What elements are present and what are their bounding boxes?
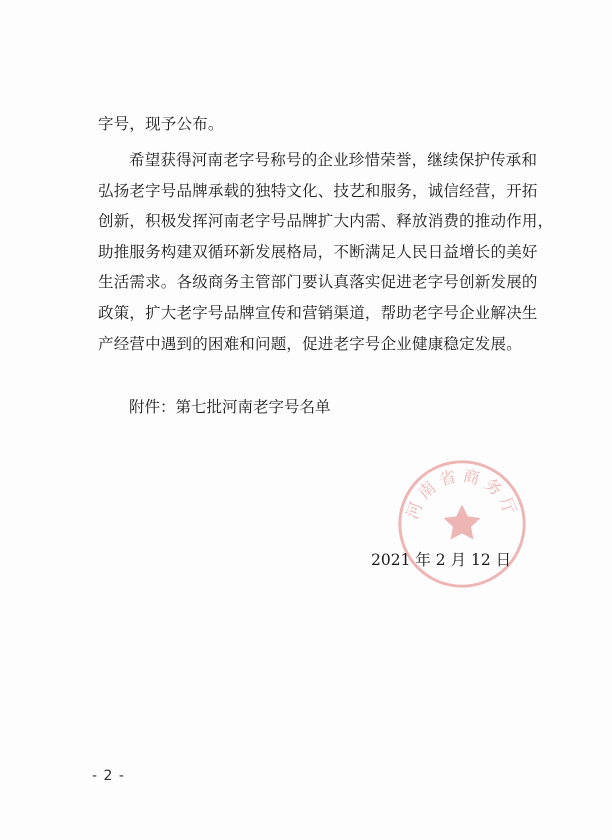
text-line: 字号，现予公布。 — [98, 115, 224, 133]
paragraph-publication — [98, 109, 534, 140]
text-line: 弘扬老字号品牌承载的独特文化、技艺和服务，诚信经营，开拓 — [98, 181, 538, 200]
text-line: 产经营中遇到的困难和问题，促进老字号企业健康稳定发展。 — [98, 334, 522, 353]
text-line: 创新，积极发挥河南老字号品牌扩大内需、释放消费的推动作用， — [98, 212, 554, 231]
page-number: - 2 - — [92, 768, 125, 784]
paragraph-expectations — [98, 145, 554, 359]
attachment-note: 附件：第七批河南老字号名单 — [129, 398, 331, 416]
text-line: 希望获得河南老字号称号的企业珍惜荣誉，继续保护传承和 — [129, 151, 538, 169]
official-seal-icon — [394, 456, 530, 592]
text-line: 助推服务构建双循环新发展格局，不断满足人民日益增长的美好 — [98, 242, 538, 261]
text-line: 生活需求。各级商务主管部门要认真落实促进老字号创新发展的 — [98, 273, 538, 292]
issue-date: 2021 年 2 月 12 日 — [371, 551, 512, 569]
text-line: 政策，扩大老字号品牌宣传和营销渠道，帮助老字号企业解决生 — [98, 303, 538, 322]
svg-text:河南省商务厅: 河南省商务厅 — [402, 465, 522, 522]
